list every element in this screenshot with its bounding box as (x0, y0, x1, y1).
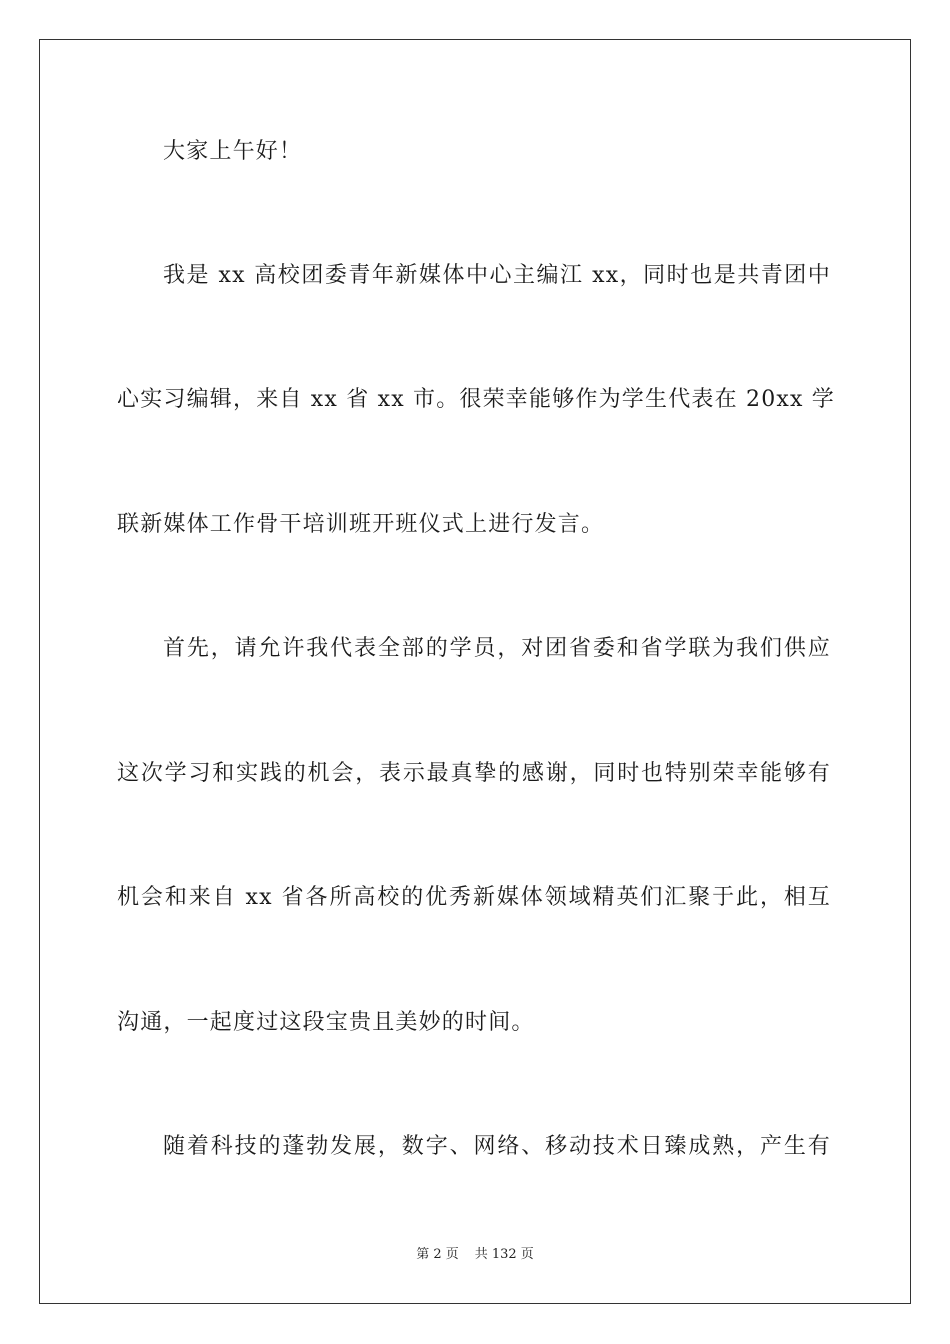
page-border (39, 39, 911, 1304)
total-pages: 共 132 页 (474, 1247, 534, 1262)
greeting-line: 大家上午好！ (163, 139, 303, 164)
page-footer (0, 1246, 950, 1264)
paragraph-2-line-1: 首先，请允许我代表全部的学员，对团省委和省学联为我们供应 (163, 636, 831, 661)
paragraph-2-line-2: 这次学习和实践的机会，表示最真挚的感谢，同时也特别荣幸能够有 (117, 761, 831, 786)
paragraph-2-line-3: 机会和来自 xx 省各所高校的优秀新媒体领域精英们汇聚于此，相互 (117, 885, 831, 910)
paragraph-1-line-1: 我是 xx 高校团委青年新媒体中心主编江 xx，同时也是共青团中 (163, 263, 831, 288)
paragraph-1-line-3: 联新媒体工作骨干培训班开班仪式上进行发言。 (117, 512, 605, 537)
paragraph-3-line-1: 随着科技的蓬勃发展，数字、网络、移动技术日臻成熟，产生有 (163, 1134, 831, 1159)
paragraph-1-line-2: 心实习编辑，来自 xx 省 xx 市。很荣幸能够作为学生代表在 20xx 学 (117, 387, 835, 412)
paragraph-2-line-4: 沟通，一起度过这段宝贵且美妙的时间。 (117, 1010, 535, 1035)
page-number: 第 2 页 (416, 1247, 459, 1262)
